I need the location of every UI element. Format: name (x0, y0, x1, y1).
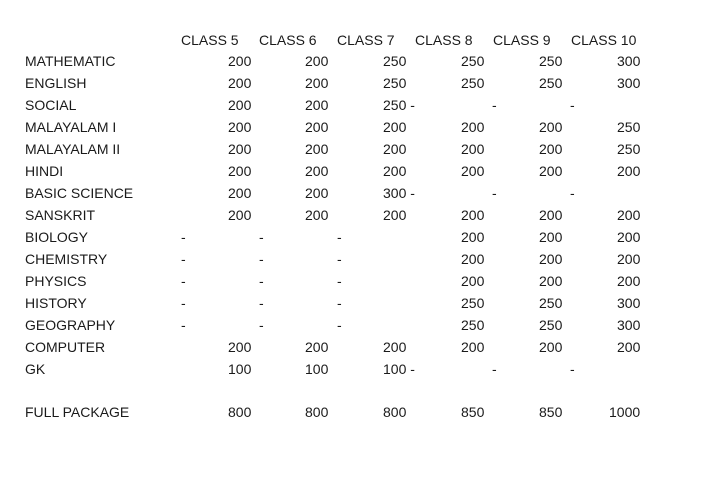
subject-label: CHEMISTRY (25, 251, 108, 267)
price-cell: 300 (617, 295, 641, 311)
dash-cell: - (181, 295, 186, 311)
price-cell: 250 (461, 295, 485, 311)
dash-cell: - (181, 317, 186, 333)
price-cell: 200 (228, 207, 252, 223)
price-cell: 200 (539, 163, 563, 179)
price-cell: 200 (228, 75, 252, 91)
price-cell: 300 - (383, 185, 415, 201)
dash-cell: - (337, 273, 342, 289)
column-header: CLASS 5 (181, 32, 239, 48)
price-cell: 100 (228, 361, 252, 377)
price-cell: 200 (617, 207, 641, 223)
price-cell: 200 (461, 207, 485, 223)
subject-label: COMPUTER (25, 339, 106, 355)
price-cell: 250 (539, 75, 563, 91)
subject-label: MALAYALAM I (25, 119, 117, 135)
dash-cell: - (492, 97, 497, 113)
price-cell: 200 (305, 163, 329, 179)
price-cell: 200 (228, 339, 252, 355)
price-cell: 200 (461, 339, 485, 355)
dash-cell: - (181, 273, 186, 289)
dash-cell: - (492, 185, 497, 201)
dash-cell: - (337, 229, 342, 245)
price-cell: 200 (539, 251, 563, 267)
table-row (0, 337, 720, 357)
price-cell: 250 (617, 119, 641, 135)
subject-label: MATHEMATIC (25, 53, 116, 69)
price-cell: 250 (617, 141, 641, 157)
price-cell: 100 (305, 361, 329, 377)
subject-label: MALAYALAM II (25, 141, 121, 157)
price-cell: 200 (539, 207, 563, 223)
package-price-cell: 800 (383, 404, 407, 420)
price-cell: 200 (305, 207, 329, 223)
dash-cell: - (570, 185, 575, 201)
subject-label: FULL PACKAGE (25, 404, 130, 420)
table-row (0, 315, 720, 335)
price-cell: 200 (617, 229, 641, 245)
price-cell: 200 (228, 185, 252, 201)
column-header: CLASS 9 (493, 32, 551, 48)
price-cell: 200 (617, 251, 641, 267)
dash-cell: - (492, 361, 497, 377)
price-cell: 200 (617, 339, 641, 355)
price-cell: 200 (461, 229, 485, 245)
dash-cell: - (570, 97, 575, 113)
price-cell: 200 (383, 119, 407, 135)
subject-label: SANSKRIT (25, 207, 96, 223)
subject-label: BIOLOGY (25, 229, 89, 245)
table-row (0, 183, 720, 203)
table-row (0, 227, 720, 247)
price-cell: 200 (228, 163, 252, 179)
subject-label: HISTORY (25, 295, 87, 311)
price-cell: 200 (539, 229, 563, 245)
table-row (0, 117, 720, 137)
full-package-row (0, 402, 720, 422)
price-cell: 200 (617, 163, 641, 179)
dash-cell: - (259, 273, 264, 289)
column-header: CLASS 8 (415, 32, 473, 48)
dash-cell: - (259, 229, 264, 245)
price-cell: 250 (383, 53, 407, 69)
table-row (0, 249, 720, 269)
price-cell: 300 (617, 317, 641, 333)
price-cell: 200 (539, 119, 563, 135)
price-cell: 200 (461, 163, 485, 179)
price-cell: 200 (539, 141, 563, 157)
subject-label: PHYSICS (25, 273, 87, 289)
subject-label: GK (25, 361, 46, 377)
table-row (0, 161, 720, 181)
price-cell: 300 (617, 75, 641, 91)
dash-cell: - (259, 295, 264, 311)
subject-label: HINDI (25, 163, 64, 179)
price-cell: 200 (539, 273, 563, 289)
package-price-cell: 850 (539, 404, 563, 420)
dash-cell: - (337, 295, 342, 311)
package-price-cell: 800 (228, 404, 252, 420)
table-row (0, 359, 720, 379)
price-cell: 250 (461, 317, 485, 333)
price-cell: 250 (461, 53, 485, 69)
subject-label: GEOGRAPHY (25, 317, 116, 333)
dash-cell: - (570, 361, 575, 377)
price-cell: 200 (461, 119, 485, 135)
price-cell: 250 (461, 75, 485, 91)
column-header: CLASS 7 (337, 32, 395, 48)
dash-cell: - (181, 251, 186, 267)
price-cell: 200 (305, 185, 329, 201)
table-row (0, 205, 720, 225)
price-cell: 200 (305, 119, 329, 135)
price-cell: 200 (305, 53, 329, 69)
price-cell: 100 - (383, 361, 415, 377)
price-cell: 200 (461, 273, 485, 289)
price-cell: 250 (539, 295, 563, 311)
price-cell: 200 (383, 207, 407, 223)
table-row (0, 271, 720, 291)
dash-cell: - (181, 229, 186, 245)
price-cell: 200 (617, 273, 641, 289)
table-row (0, 95, 720, 115)
package-price-cell: 850 (461, 404, 485, 420)
price-cell: 300 (617, 53, 641, 69)
price-cell: 200 (461, 251, 485, 267)
subject-label: ENGLISH (25, 75, 87, 91)
dash-cell: - (337, 251, 342, 267)
package-price-cell: 1000 (609, 404, 641, 420)
table-row (0, 51, 720, 71)
dash-cell: - (259, 317, 264, 333)
table-row (0, 139, 720, 159)
dash-cell: - (259, 251, 264, 267)
subject-label: SOCIAL (25, 97, 77, 113)
column-header: CLASS 10 (571, 32, 637, 48)
table-row (0, 73, 720, 93)
price-cell: 200 (228, 97, 252, 113)
price-cell: 200 (383, 163, 407, 179)
price-cell: 200 (305, 141, 329, 157)
column-header: CLASS 6 (259, 32, 317, 48)
price-cell: 250 (539, 53, 563, 69)
price-cell: 250 (539, 317, 563, 333)
price-cell: 200 (539, 339, 563, 355)
price-cell: 200 (383, 339, 407, 355)
price-cell: 200 (228, 53, 252, 69)
price-cell: 200 (305, 339, 329, 355)
price-cell: 200 (461, 141, 485, 157)
price-cell: 250 (383, 75, 407, 91)
price-cell: 200 (228, 141, 252, 157)
price-cell: 200 (228, 119, 252, 135)
header-row (0, 30, 720, 50)
price-cell: 200 (383, 141, 407, 157)
subject-label: BASIC SCIENCE (25, 185, 134, 201)
package-price-cell: 800 (305, 404, 329, 420)
price-cell: 200 (305, 97, 329, 113)
price-cell: 200 (305, 75, 329, 91)
price-cell: 250 - (383, 97, 415, 113)
dash-cell: - (337, 317, 342, 333)
table-row (0, 293, 720, 313)
